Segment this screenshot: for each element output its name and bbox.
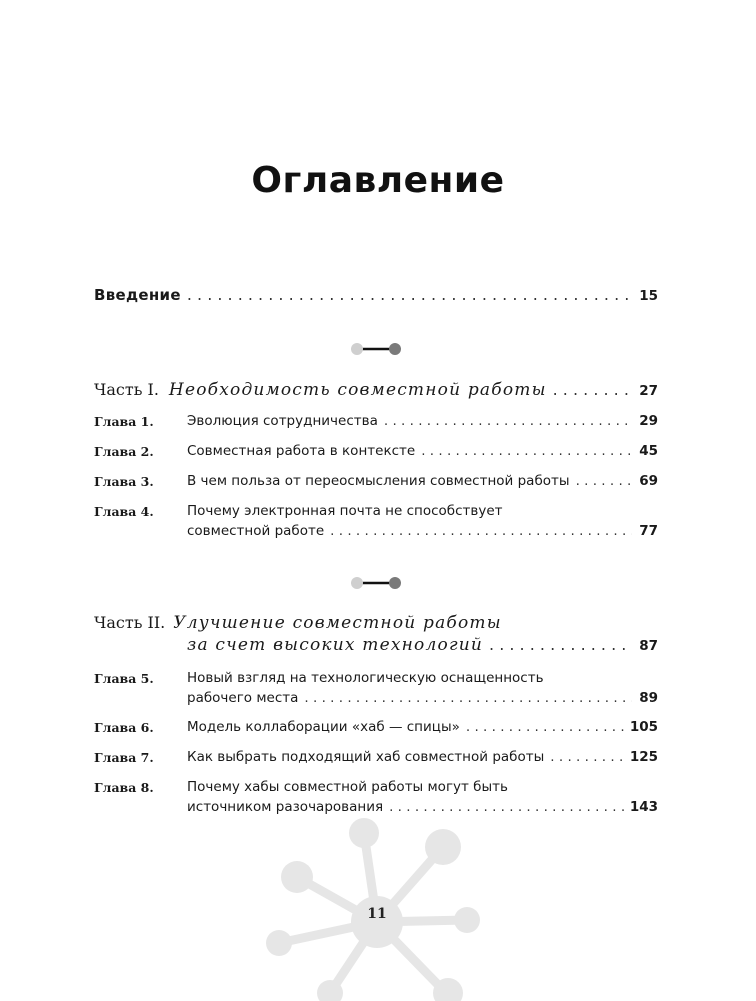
chapter-title: В чем польза от переосмысления совместной работы — [187, 473, 570, 489]
chapter-title-line-2: рабочего места — [187, 690, 299, 706]
chapter-title-line-2: источником разочарования — [187, 799, 384, 815]
chapter-title-line-1: Новый взгляд на технологическую оснащенность — [187, 670, 544, 686]
part-title-line-1: Улучшение совместной работы — [173, 613, 502, 633]
hub-spoke-divider-icon — [350, 576, 402, 590]
toc-chapter-2[interactable] — [94, 441, 658, 461]
page-number: 11 — [367, 906, 387, 922]
chapter-title-line-1: Почему хабы совместной работы могут быть — [187, 779, 508, 795]
chapter-page: 143 — [629, 799, 658, 815]
part-label: Часть II. — [94, 613, 166, 632]
dot-leader — [389, 797, 624, 817]
dot-leader — [489, 635, 632, 654]
chapter-title: Эволюция сотрудничества — [187, 413, 378, 429]
chapter-label: Глава 5. — [94, 671, 154, 686]
toc-chapter-1[interactable] — [94, 411, 658, 431]
toc-title: Оглавление — [251, 160, 505, 201]
chapter-page: 29 — [639, 413, 658, 429]
toc-chapter-8[interactable] — [94, 777, 658, 817]
toc-chapter-3[interactable] — [94, 471, 658, 491]
chapter-label: Глава 6. — [94, 720, 154, 735]
chapter-title: Совместная работа в контексте — [187, 443, 416, 459]
chapter-label: Глава 1. — [94, 414, 154, 429]
toc-introduction[interactable] — [94, 285, 658, 304]
introduction-label: Введение — [94, 286, 181, 304]
part-page: 27 — [639, 383, 658, 399]
chapter-title: Модель коллаборации «хаб — спицы» — [187, 719, 460, 735]
chapter-page: 69 — [639, 473, 658, 489]
chapter-label: Глава 7. — [94, 750, 154, 765]
toc-part-1[interactable] — [94, 380, 658, 400]
toc-chapter-7[interactable] — [94, 747, 658, 767]
chapter-label: Глава 3. — [94, 474, 154, 489]
dot-leader — [466, 717, 624, 737]
toc-part-2[interactable] — [94, 613, 658, 655]
dot-leader — [421, 441, 632, 461]
toc-chapter-4[interactable] — [94, 501, 658, 541]
chapter-page: 89 — [639, 690, 658, 706]
part-label: Часть I. — [94, 380, 159, 399]
hub-spoke-divider-icon — [350, 342, 402, 356]
toc-chapter-6[interactable] — [94, 717, 658, 737]
chapter-title: Как выбрать подходящий хаб совместной работы — [187, 749, 545, 765]
chapter-page: 105 — [629, 719, 658, 735]
chapter-label: Глава 2. — [94, 444, 154, 459]
part-page: 87 — [639, 638, 658, 654]
chapter-page: 45 — [639, 443, 658, 459]
dot-leader — [304, 688, 632, 708]
dot-leader — [576, 471, 632, 491]
dot-leader — [330, 521, 632, 541]
chapter-page: 125 — [629, 749, 658, 765]
chapter-title-line-2: совместной работе — [187, 523, 325, 539]
dot-leader — [384, 411, 632, 431]
dot-leader — [187, 285, 632, 304]
introduction-page: 15 — [639, 288, 658, 304]
chapter-label: Глава 8. — [94, 780, 154, 795]
dot-leader — [553, 380, 632, 399]
dot-leader — [550, 747, 624, 767]
chapter-page: 77 — [639, 523, 658, 539]
chapter-label: Глава 4. — [94, 504, 154, 519]
part-title: Необходимость совместной работы — [168, 380, 547, 400]
part-title-line-2: за счет высоких технологий — [187, 635, 484, 655]
chapter-title-line-1: Почему электронная почта не способствует — [187, 503, 503, 519]
toc-chapter-5[interactable] — [94, 668, 658, 708]
